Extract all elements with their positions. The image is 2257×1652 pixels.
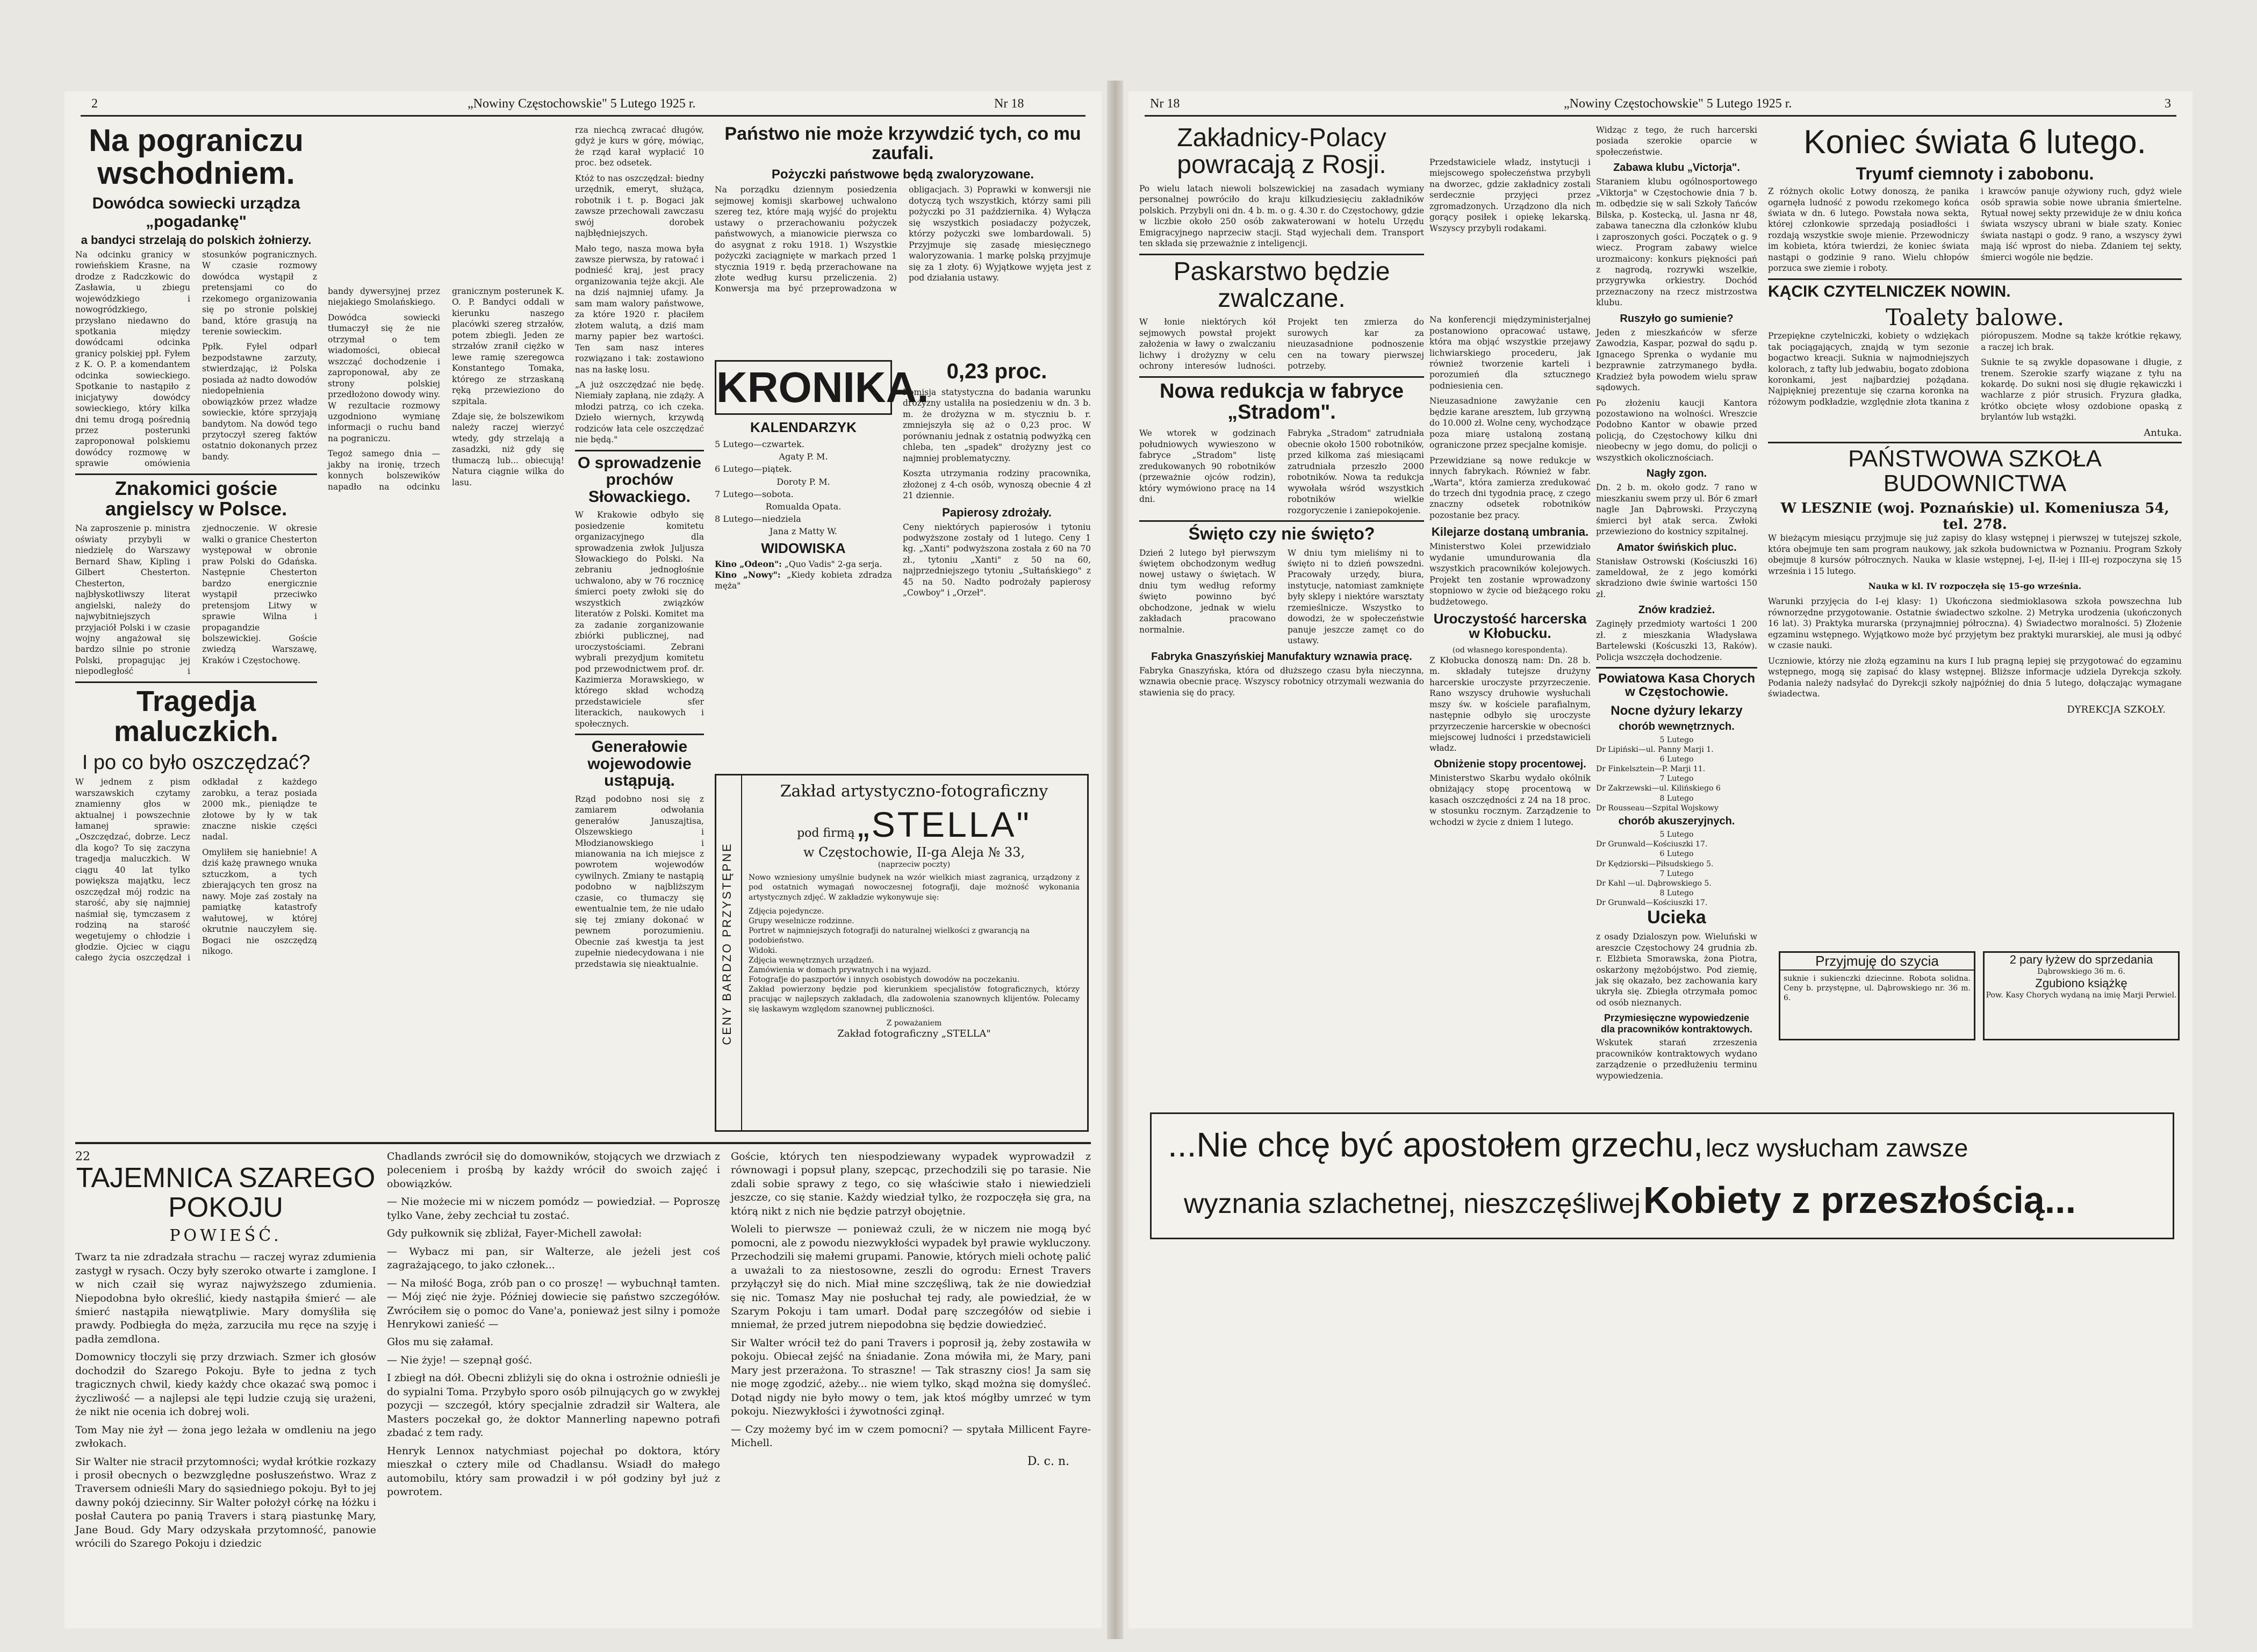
- headline-kasa-chorych: Powiatowa Kasa Chorych w Częstochowie.: [1598, 671, 1756, 700]
- calendar-item: 8 Lutego—niedziela: [715, 514, 801, 525]
- banner-line2a: wyznania szlachetnej, nieszczęśliwej: [1184, 1188, 1641, 1219]
- ad-stella-side-text: CENY BARDZO PRZYSTĘPNE: [720, 842, 734, 1045]
- paragraph: Ministerstwo Kolei przewidziało wydanie umundurowania dla wszystkich pracowników kolejowych. Projekt ten zostanie wprowadzony stopniowo w życie od bieżącego roku budżetowego.: [1429, 542, 1591, 607]
- paragraph: W dniu tym mieliśmy ni to święto ni to dzień powszedni. Pracowały urzędy, biura, instytucje, natomiast zamknięte były sklepy i niektóre warsztaty rzemieślnicze. Wszystko to dowodzi, że w społeczeństwie panuje jeszcze zamęt co do ustawy.: [1288, 548, 1424, 646]
- paragraph: Stanisław Ostrowski (Kościuszki 16) zameldował, że z jego komórki skradziono dwie świnie wartości 150 zł.: [1596, 556, 1757, 599]
- ad-stella-text2: Zakład powierzony będzie pod kierunkiem specjalistów fotograficznych, którzy pracując w najlepszych zakładach, dla zadowolenia szanownych klijentów. Polecamy się łaskawym względom szanownej publiczności.: [749, 985, 1080, 1014]
- paragraph: Komisja statystyczna do badania warunku drożyzny ustaliła na posiedzeniu w dn. 3 b. m. że drożyzna w m. styczniu b. r. zmniejszyła się aż o 0,23 proc. W porównaniu jednak z ostatnią podwyżką cen chleba, ten „spadek" drożyzny jest co najmniej problematyczny.: [903, 387, 1091, 463]
- paragraph: Wskutek starań zrzeszenia pracowników kontraktowych wydano zarządzenie o przedłużeniu terminu wypowiedzenia.: [1596, 1038, 1757, 1081]
- divider: [1596, 667, 1757, 669]
- service-item: Zdjęcia wewnętrznych urządzeń.: [749, 956, 874, 965]
- headline-wypowiedzenie: Przymiesięczne wypowiedzenie dla pracowników kontraktowych.: [1600, 1012, 1753, 1035]
- headline-szkola: PAŃSTWOWA SZKOŁA BUDOWNICTWA: [1848, 445, 2102, 497]
- headline-koniec-swiata: Koniec świata 6 lutego.: [1803, 124, 2146, 161]
- paragraph: — Nie żyje! — szepnął gość.: [387, 1354, 533, 1366]
- ad-stella: [715, 774, 1089, 1132]
- kronika-title: KRONIKA.: [715, 360, 892, 415]
- divider: [75, 681, 317, 683]
- paragraph: Dowódca sowiecki tłumaczył się że nie otrzymał o tem wiadomości, obiecał wszcząć dochodzenie i zaproponował, aby ze strony polskiej przedłożono dowody winy. W rezultacie rozmowy uzgodniono wymianę informacji o ruchu band na pograniczu.: [328, 312, 440, 443]
- headline-kolejarze: Kilejarze dostaną umbrania.: [1431, 525, 1589, 539]
- paragraph: Tom May nie żył — żona jego leżała w omdleniu na jego zwłokach.: [75, 1424, 376, 1450]
- ad-szycie-title: Przyjmuję do szycia: [1780, 953, 1974, 971]
- duty-item: Dr Grunwald—Kościuszki 17.: [1596, 840, 1708, 849]
- paragraph: W jednem z pism warszawskich czytamy znamienny głos w aktualnej i powszechnie łamanej sprawie: „Oszczędzać, dobrze. Lecz dla kogo? To się zaczyna tragedja maluczkich. W ciągu 40 lat tylko powiększa majątku, lecz oszczędzał mój rodzic na starość, aby się najmniej naśmiał się, tymczasem z rodziną na starość wegetujemy o chłodzie i głodzie. Ojciec w ciągu całego życia oszczędzał i odkładał z każdego zarobku, a teraz posiada 2000 mk., pieniądze te złotowe by ły w tak znaczne niskie części nadal.: [75, 777, 317, 963]
- paragraph: Po wielu latach niewoli bolszewickiej na zasadach wymiany personalnej powróciło do kraju kilkudziesięciu zakładników polskich. Przybyli oni dn. 4 b. m. o g. 4.30 r. do Częstochowy, gdzie w liczbie około 250 osób zakwaterowani w hotelu Urzędu Emigracyjnego naprzeciw stacji. Stąd wyjechali dem. Transport ten składa się przeważnie z inteligencji.: [1139, 183, 1424, 249]
- paragraph: Na zaproszenie p. ministra oświaty przybyli w niedzielę do Warszawy Bernard Shaw, Kipling i Gilbert Chesterton. Chesterton, najbłyskotliwszy literat angielski, należy do najwybitniejszych przyjaciół Polski i w czasie wojny angażował się bardzo silnie po stronie Polski, propagując jej niepodległość i zjednoczenie. W okresie walki o granice Chesterton występował w obronie praw Polski do Gdańska. Następnie Chesterton bardzo energicznie wystąpił przeciwko pretensjom Litwy w sprawie Wilna i propagandzie bolszewickiej. Goście zwiedzą Warszawę, Kraków i Częstochowę.: [75, 523, 317, 677]
- banner-ad: [1150, 1112, 2174, 1239]
- paragraph: Dzień 2 lutego był pierwszym świętem obchodzonym według nowej ustawy o świętach. W dniu tym według reformy święto powinno być obchodzone, jednak w wielu zakładach pracowano normalnie.: [1139, 548, 1276, 635]
- paragraph: Na konferencji międzyministerjalnej postanowiono opracować ustawę, która ma objąć wszystkie przejawy lichwiarskiego procederu, jak również tworzenie karteli i porozumień dla sztucznego podniesienia cen.: [1429, 315, 1591, 391]
- paragraph: Fabryka „Stradom" zatrudniała obecnie około 1500 robotników, przed kilkoma zaś miesiącami zatrudniała przeszło 2000 robotników. Nowa ta redukcja wywołała wśród wszystkich robotników wielkie rozgoryczenie i zaniepokojenie.: [1288, 428, 1424, 515]
- headline-pluca: Amator świńskich pluc.: [1616, 541, 1737, 554]
- paragraph: — Wybacz mi pan, sir Walterze, ale jeżeli jest coś zagrażającego, to jako członek...: [387, 1245, 720, 1272]
- service-item: Widoki.: [749, 946, 778, 955]
- headline-papierosy: Papierosy zdrożały.: [942, 505, 1052, 519]
- paragraph: Przedstawiciele władz, instytucji i miejscowego społeczeństwa przybyli na dworzec, gdzie zakładnicy zostali serdecznie przyjęci przez zgromadzonych. Urządzono dla nich gorący posiłek i opiekę lekarską. Wszyscy przybyli rodakami.: [1429, 157, 1591, 233]
- paragraph: Koszta utrzymania rodziny pracownika, złożonej z 4-ch osób, wynoszą obecnie 4 zł 21 dziennie.: [903, 469, 1091, 501]
- paragraph: Sir Walter wrócił też do pani Travers i poprosił ją, żeby zostawiła w pokoju. Obiecał zejść na śniadanie. Zona mówiła mi, że Mary, pani Mary jest przerażona. To straszne! — Tak straszny cios! Ja sam się nie mogę zgodzić, ażeby... nie wiem tylko, skąd można się domyśleć. Dotąd nigdy nie było mowy o tem, jak ktoś mógłby umrzeć w tym pokoju. Niezwykłości i żywotności zginął.: [731, 1337, 1091, 1418]
- paragraph: i krawców panuje ożywiony ruch, gdyż wiele osób sprawia sobie nowe ubrania śmiertelne. Rytuał nowej sekty przewiduje że w dniu końca świata wszyscy ubrani w białe szaty. Koniec świata nastąpi o godz. 9 rano, a wszyscy żywi mają iść wprost do nieba. Zdaniem tej sekty, śmierci wogóle nie będzie.: [1981, 186, 2182, 262]
- paragraph: Z różnych okolic Łotwy donoszą, że panika ogarnęła ludność z powodu rzekomego końca świata w dn. 6 lutego. Powstała nowa sekta, której członkowie sprzedają posiadłości i rozdają wszystkie swoje mienie. Przewodniczy im kobieta, która twierdzi, że koniec świata nastąpi o godzinie 9 rano. Wielu chłopów porzuca swe ziemie i roboty.: [1768, 186, 1969, 274]
- headline-gnaszyn: Fabryka Gnaszyńskiej Manufaktury wznawia pracę.: [1151, 650, 1412, 663]
- paragraph: Woleli to pierwsze — ponieważ czuli, że w niczem nie mogą być pomocni, ale z powodu niezwykłości wypadek był prawie wykluczony. Przechodzili się małemi grupami. Panowie, których mieli ochotę palić a uważali to za niestosowne, zeszli do ogrodu: Ernest Travers przyłączył się do nich. Miał mine szczęśliwą, tak że nie dowiedział się nic. Tomasz May nie posłuchał tej rady, ale powiedział, że w Szarym Pokoju i tam umarł. Dodał parę szczegółów od siebie i mniemał, że przed jutrem niepodobna się będzie dowiedzieć.: [731, 1223, 1091, 1331]
- headline-kradziez: Znów kradzież.: [1638, 604, 1715, 616]
- headline-sumienie: Ruszyło go sumienie?: [1620, 312, 1734, 325]
- divider: [575, 734, 704, 735]
- headline-swieto: Święto czy nie święto?: [1188, 523, 1375, 543]
- serial-col-2: [387, 1150, 720, 1612]
- paragraph: Domownicy tłoczyli się przy drzwiach. Szmer ich głosów dochodził do Szarego Pokoju. Byłe to jedna z tych tragicznych chwil, kiedy każdy chce okazać swą pomoc i życzliwość — a najlepsi ale tępi ludzie czują się urażeni, że nikt nie ocenia ich dobrej woli.: [75, 1351, 376, 1418]
- duty-item: 5 Lutego: [1659, 830, 1694, 839]
- paragraph: — Czy możemy być im w czem pomocni? — spytała Millicent Fayre-Michell.: [731, 1423, 1091, 1449]
- subhead-toalety: Toalety balowe.: [1885, 304, 2065, 331]
- paragraph: Dn. 2 b. m. około godz. 7 rano w mieszkaniu swem przy ul. Bór 6 zmarł nagle Jan Dąbrowski. Przyczyną śmierci był atak serca. Zwłoki przewieziono do kostnicy szpitalnej.: [1596, 483, 1757, 537]
- note: (od własnego korespondenta).: [1452, 645, 1568, 655]
- paragraph: „A już oszczędzać nie będę. Niemiały zapłaną, nie zdąży. A młodzi patrzą, co ich czeka. Dzieło wiernych, krzywdą rodziców łata cele oszczędzać nie będą.": [575, 379, 704, 445]
- subhead-pogranicze: Dowódca sowiecki urządza „pogadankę": [92, 194, 300, 231]
- paragraph: Przepiękne czytelniczki, kobiety o wdziękach tak pociągających, znajdą w tym sezonie bogactwo kreacji. Suknia w najmodniejszych kolorach, z tafty lub jedwabiu, bogato zdobiona koronkami, jest najbardziej pożądana. Najpiękniej prezentuje się czarna koronka na różowym podkładzie, względnie złota tkanina z pióropuszem. Modne są także krótkie rękawy, a raczej ich brak.: [1768, 331, 2182, 407]
- page-fold: [1107, 81, 1123, 1639]
- calendar-item: 7 Lutego—sobota.: [715, 489, 794, 499]
- service-item: Zamówienia w domach prywatnych i na wyjazd.: [749, 965, 931, 974]
- headline-generalowie: Generałowie wojewodowie ustąpują.: [587, 738, 692, 790]
- headline-pogranicze: Na pograniczu wschodniem.: [89, 123, 304, 191]
- service-item: Fotografje do paszportów i innych osobistych dowodów na poczekaniu.: [749, 975, 1020, 985]
- paragraph: Twarz ta nie zdradzała strachu — raczej wyraz zdumienia zastygł w rysach. Oczy były szeroko otwarte i zamglone. I w nich czaił się wyraz najwyższego zdumienia. Niepodobna było określić, kiedy nastąpiła śmierć — ale śmierć nastąpiła niewątpliwie. Mary domyśliła się prawdy. Podbiegła do męża, zarzuciła mu ręce na szyję i padła zemdlona.: [75, 1251, 376, 1345]
- ad-stella-addr-note: (naprzeciw poczty): [878, 860, 951, 869]
- duty-title: Nocne dyżury lekarzy: [1611, 703, 1743, 718]
- signature: Antuka.: [2144, 427, 2182, 439]
- divider: [1768, 278, 2182, 280]
- divider: [1139, 376, 1424, 378]
- serial-continuation: D. c. n.: [1027, 1454, 1069, 1468]
- paragraph: — Na miłość Boga, zrób pan o co proszę! — wybuchnął tamten. — Mój zięć nie żyje. Później dowiecie się państwo szczegółów. Zwróciłem się o pomoc do Vane'a, ponieważ jest silny i pomoże Henrykowi zanieść —: [387, 1277, 720, 1330]
- column-1: [75, 125, 317, 1140]
- ad-szycie-text: suknie i sukienczki dziecinne. Robota solidna. Ceny b. przystępne, ul. Dąbrowskiego nr. 36 m. 6.: [1784, 974, 1971, 1003]
- calendar-item: 5 Lutego—czwartek.: [715, 439, 804, 449]
- headline-victoria: Zabawa klubu „Victorja".: [1613, 162, 1740, 174]
- kino-nowy-label: Kino „Nowy":: [715, 569, 781, 580]
- paragraph: Warunki przyjęcia do I-ej klasy: 1) Ukończona siedmioklasowa szkoła powszechna lub równorzędne przygotowanie. Ostatnie świadectwo szkolne. 2) Metryka urodzenia (ukończonych 16 lat). 3) Praktyka murarska (przynajmniej półroczna). 4) Świadectwo moralności. 5) Złożenie egzaminu wstępnego. Wyjątkowo może być przyjętym bez praktyki murarskiej, ale musi ją odbyć w czasie nauki.: [1768, 597, 2182, 651]
- ad-szycie: [1779, 951, 1975, 1040]
- service-item: Portret w najmniejszych fotografji do naturalnej wielkości z gwarancją na podobieństwo.: [749, 926, 1030, 945]
- right-page: [1128, 91, 2193, 1628]
- duty-list-1: [1596, 735, 1757, 814]
- masthead: „Nowiny Częstochowskie" 5 Lutego 1925 r.: [1564, 97, 1792, 111]
- service-item: Zdjęcia pojedyncze.: [749, 907, 824, 916]
- headline-stradom: Nowa redukcja w fabryce „Stradom".: [1159, 379, 1404, 424]
- serial-col-1: [75, 1150, 376, 1612]
- headline-023: 0,23 proc.: [946, 360, 1047, 383]
- banner-line2b: Kobiety z przeszłością...: [1643, 1179, 2076, 1221]
- duty-item: 8 Lutego: [1659, 889, 1694, 898]
- duty-item: 6 Lutego: [1659, 755, 1694, 764]
- paragraph: bandy dywersyjnej przez niejakiego Smolańskiego.: [328, 286, 440, 307]
- paragraph: Mało tego, nasza mowa była zawsze pierwsza, by ratować i podnieść kraj, jest pracy organizowania tejże akcji. Ale na dziś najmniej ufamy. Ja sam mam walory państwowe, za które 1920 r. płaciłem złotem walutą, a dziś mam marny papier bez wartości. Ten sam nasz interes rozwiązano i tak: zostawiono nas na łaskę losu.: [575, 243, 704, 375]
- paragraph: Jeden z mieszkańców w sferze Zawodzia, Kaspar, pozwał do sądu p. Ignacego Sprenka o wydanie mu bezprawnie zatrzymanego bydła. Kradzież była powodem wielu spraw sądowych.: [1596, 327, 1757, 393]
- duty-item: 7 Lutego: [1659, 869, 1694, 878]
- paragraph: Omyliłem się haniebnie! A dziś każę prawnego wnuka sztuczkom, a tych zbierających ten grosz na nawy. Moje zaś zostały na pamiątkę katastrofy wałutowej, w której okrutnie nauczyłem się. Bogaci nie oszczędzą nikogo.: [202, 847, 317, 956]
- paragraph: Staraniem klubu ogólnosportowego „Viktorja" w Częstochowie dnia 7 b. m. odbędzie się w sali Szkoły Tańców Bilska, p. Kostecką, ul. Jasna nr 48, zabawa taneczna dla członków klubu i zaproszonych gości. Początek o g. 9 wiecz. Program zabawy wielce urozmaicony: konkurs piękności pań z nagrodą, rozrywki wszelkie, przygrywka orkiestry. Dochód przeznaczony na rzecz mistrzostwa klubu.: [1596, 177, 1757, 308]
- issue-number: Nr 18: [994, 97, 1024, 111]
- subhead-koniec-swiata: Tryumf ciemnoty i zabobonu.: [1856, 164, 2094, 184]
- paragraph: Gdy pułkownik się zbliżał, Fayer-Michell zawołał:: [387, 1227, 642, 1240]
- serial-title: TAJEMNICA SZAREGO POKOJU: [76, 1162, 376, 1223]
- headline-goscie: Znakomici goście angielscy w Polsce.: [105, 477, 287, 520]
- calendar-item: Doroty P. M.: [777, 476, 830, 487]
- paragraph: Na porządku dziennym posiedzenia sejmowej komisji skarbowej uchwalono szereg tez, które mają wyjść do projektu ustawy o przerachowaniu pożyczek państwowych, a mianowicie pierwsza co do asygnat z roku 1918. 1) Wszystkie pożyczki zaciągnięte w markach przed 1 stycznia 1919 r. będą przerachowane na złote według kursu przeliczenia. 2) Konwersja ma być przeprowadzona w obligacjach. 3) Poprawki w konwersji nie dotyczą tych wszystkich, którzy sami pili pożyczki po 31 października. 4) Wyłącza się wszystkich posiadaczy pożyczek, którzy pożyczki swe lombardowali. 5) Przyjmuje się zasadę miesięcznego waloryzowania. 1 markę polską przyjmuje się za 1 złoty. 6) Wyjątkowe wyjęta jest z pod działania ustawy.: [715, 185, 1091, 294]
- duty-list-2: [1596, 830, 1757, 908]
- paragraph: We wtorek w godzinach południowych wywieszono w fabryce „Stradom" listę zredukowanych 90 robotników (przeważnie ojców rodzin), który wymówiono pracę na 14 dni.: [1139, 428, 1276, 505]
- paragraph: Przewidziane są nowe redukcje w innych fabrykach. Również w fabr. „Warta", która zamierza zredukować do trzech dni tygodnia pracę, z czego znaczny odsetek robotników pozostanie bez pracy.: [1429, 455, 1591, 520]
- calendar-list: [715, 438, 892, 538]
- headline-ucieka: Ucieka: [1647, 907, 1706, 928]
- kronika-column: [715, 360, 929, 747]
- paragraph: Suknie te są zwykle dopasowane i długie, z trenem. Szerokie szarfy wiązane z tyłu na kokardę. Do sukni nosi się długie rękawiczki i wachlarze z piór strusich. Fryzura gładka, krótko obcięte włosy ozdobione opaską z brylantów lub wstążki.: [1981, 357, 2182, 422]
- serial-genre: POWIEŚĆ.: [169, 1226, 282, 1246]
- headline-zakladnicy: Zakładnicy-Polacy powracają z Rosji.: [1177, 124, 1386, 179]
- paragraph: Na odcinku granicy w rowieńskiem Krasne, na drodze z Radczkowic do Zasławia, u zbiegu wojewódzkiego i nowogródzkiego, przysłano niedawno do spotkania między dowódcami odcinka granicy polskiej ppł. Fyłem z K. O. P. a komendantem odcinka sowieckiego. Spotkanie to nastąpiło z inicjatywy dowódcy sowieckiego, który kilka dni temu drogą pośrednią przez posterunki zaproponował polskiemu dowódcy rozmowę w sprawie omówienia stosunków pogranicznych. W czasie rozmowy dowódca wystąpił z pretensjami co do rzekomego organizowania się po stronie polskiej band, które grasują na terenie sowieckim.: [75, 249, 317, 469]
- divider: [575, 450, 704, 451]
- paragraph: Nauka w kl. IV rozpoczęła się 15-go września.: [1868, 581, 2082, 592]
- ad-stella-text1: Nowo wzniesiony umyślnie budynek na wzór wielkich miast zagranicą, urządzony z pod ostatnich wymagań nowoczesnej fotografji, daje możność wykonania artystycznych zdjęć. W zakładzie wykonywuje się:: [749, 873, 1080, 902]
- headline-slowacki: O sprowadzenie prochów Słowackiego.: [577, 454, 702, 506]
- paragraph: W łonie niektórych kół sejmowych powstał projekt założenia w ławy o zwalczaniu lichwy i drożyzny w celu ochrony interesów ludności. Projekt ten zmierza do surowych kar za nieuzasadnione podnoszenie cen na towary pierwszej potrzeby.: [1139, 317, 1424, 371]
- paragraph: z osady Dzialoszyn pow. Wieluński w areszcie Częstochowy 24 grudnia zb. r. Elżbieta Smorawska, żona Piotra, oskarżony mężobójstwo. Pod ziemię, jak się okazało, bez zachowania kary ukryła się. Zbiegła otrzymała pomoc od osób nieznanych.: [1596, 932, 1757, 1008]
- subhead-tragedja: I po co było oszczędzać?: [82, 751, 311, 774]
- kino-odeon-film: „Quo Vadis" 2-ga serja.: [784, 559, 882, 569]
- paragraph: Rząd podobno nosi się z zamiarem odwołania generałów Januszajtisa, Olszewskiego i Młodzianowskiego i mianowania na ich miejsce z powrotem wojewodów cywilnych. Zmiany te nastąpią podobno w najbliższym czasie, co tłumaczy się ewentualnie tem, że nie udało się tej zmiany dokonać w pewnem porozumieniu. Obecnie zaś kwestja ta jest zupełnie niedecydowana i nie przedstawia się nieaktualnie.: [575, 794, 704, 969]
- paragraph: Z Kłobucka donoszą nam: Dn. 28 b. m. składały tutejsze drużyny harcerskie uroczyste przyrzeczenie. Rano wszyscy druhowie wysłuchali mszy św. w kościele parafialnym, następnie odbyło się uroczyste przyrzeczenie harcerskie w obecności miejscowej ludności i przedstawicieli władz.: [1429, 655, 1591, 753]
- headline-stopa: Obniżenie stopy procentowej.: [1434, 758, 1586, 770]
- divider: [75, 473, 317, 475]
- serial-col-3: [731, 1150, 1091, 1612]
- ad-stella-sign: Z poważaniem: [886, 1018, 942, 1028]
- ad-ksiazka-title: Zgubiono książkę: [2035, 976, 2127, 990]
- paragraph: Zdaje się, że bolszewikom należy raczej wierzyć wtedy, gdy strzelają a zasadzki, niż gdy się tłumaczą lub... obiecują! Natura ciągnie wilka do lasu.: [452, 411, 564, 487]
- calendar-item: Romualda Opata.: [765, 501, 842, 512]
- paragraph: Widząc z tego, że ruch harcerski posiada szerokie oparcie w społeczeństwie.: [1596, 125, 1757, 157]
- paragraph: Ceny niektórych papierosów i tytoniu podwyższone zostały od 1 lutego. Ceny 1 kg. „Xanti" podwyższona została z 60 na 70 zł., tytoniu „Xanti" z 50 na 60, najprzedniejszego tytoniu „Sułtańskiego" z 45 na 50. Nadto podrożały papierosy „Cowboy" i „Orzeł".: [903, 522, 1091, 598]
- column-c: [1596, 125, 1757, 1103]
- duty-item: 7 Lutego: [1659, 774, 1694, 784]
- divider: [1768, 442, 2182, 443]
- ad-lyzwy-text: Dąbrowskiego 36 m. 6.: [2037, 967, 2125, 976]
- paragraph: rza niechcą zwracać długów, gdyż je kurs w górę, mówiąc, że rząd karał wypłacić 10 proc. bez odsetek.: [575, 125, 704, 168]
- szkola-address: W LESZNIE (woj. Poznańskie) ul. Komeniusza 54, tel. 278.: [1780, 500, 2169, 533]
- headline-harcerska: Uroczystość harcerska w Kłobucku.: [1433, 610, 1587, 642]
- kalendarzyk-title: KALENDARZYK: [750, 419, 857, 435]
- article-border-pogranicze: [75, 125, 317, 469]
- paragraph: Goście, których ten niespodziewany wypadek wyprowadził z równowagi i popsuł plany, szepcąc, przechodzili się po tarasie. Nie zdali sobie sprawy z tego, co się właściwie stało i niewiedzieli jeszcze, co się stanie. Każdy wiedział tylko, że rozpoczęła się gra, na którą nikt z nich nie będzie patrzył obojętnie.: [731, 1151, 1091, 1217]
- calendar-item: Jana z Matty W.: [769, 526, 838, 537]
- paragraph: Nieuzasadnione zawyżanie cen będzie karane aresztem, lub grzywną do 10.000 zł. Wolne ceny, wychodzące poza miarę ustaloną zostaną ograniczone przez specjalne komisje.: [1429, 396, 1591, 450]
- service-item: Grupy weselnicze rodzinne.: [749, 916, 854, 925]
- paragraph: Ppłk. Fyłel odparł bezpodstawne zarzuty, stwierdzając, iż Polska posiada aż nadto dowodów niedopełnienia obowiązków przez władze sowieckie, które sprzyjają bandytom. Na dowód tego przytoczył szereg faktów ostatnio dokonanych przez bandy.: [202, 342, 317, 462]
- duty-obstetric: chorób akuszeryjnych.: [1618, 815, 1735, 827]
- kino-odeon-label: Kino „Odeon":: [715, 558, 782, 569]
- paragraph: Któż to nas oszczędzał: biedny urzędnik, emeryt, służąca, robotnik i t. p. Bogaci jak zawsze przechowali zawczasu swój dorobek najbłędniejszych.: [575, 173, 704, 239]
- paragraph: Zaginęły przedmioty wartości 1 200 zł. z mieszkania Władysława Bartelewski (Koścuszki 13, Raków). Policja wszczęła dochodzenie.: [1596, 619, 1757, 662]
- running-header-right: [1145, 97, 2176, 117]
- headline-zgon: Nagły zgon.: [1646, 468, 1707, 480]
- running-header-left: [81, 97, 1086, 117]
- ad-stella-address: w Częstochowie, II-ga Aleja № 33,: [803, 845, 1025, 860]
- page-number: 3: [2165, 97, 2171, 111]
- headline-paskarstwo: Paskarstwo będzie zwalczane.: [1173, 257, 1390, 313]
- ad-lyzwy: [1983, 951, 2180, 1040]
- duty-item: Dr Lipiński—ul. Panny Marji 1.: [1596, 745, 1714, 754]
- kicker-pogranicze: a bandyci strzelają do polskich żołnierzy.: [81, 233, 312, 247]
- duty-item: Dr Kahl —ul. Dąbrowskiego 5.: [1596, 879, 1712, 888]
- banner-line1a: ...Nie chcę być apostołem grzechu,: [1168, 1125, 1703, 1164]
- paragraph: I zbiegł na dół. Obecni zbliżyli się do okna i ostrożnie odnieśli je do sypialni Toma. Przybyło sporo osób pilnujących go w zwykłej pozycji — szczegół, który specjalnie zdradził sir Waltera, ale Masters poczekał go, że doktor Mannerling napewno potrafi zbadać z tem rady.: [387, 1372, 720, 1439]
- calendar-item: Agaty P. M.: [779, 451, 828, 462]
- paragraph: — Nie możecie mi w niczem pomódz — powiedział. — Poproszę tylko Vane, żeby zechciał tu zostać.: [387, 1196, 720, 1222]
- column-2: [328, 125, 564, 1140]
- duty-item: Dr Rousseau—Szpital Wojskowy: [1596, 803, 1719, 813]
- paragraph: Uczniowie, którzy nie złożą egzaminu na kurs I lub pragną lepiej się przygotować do egzaminu wstępnego, mogą się zapisać do klasy wstępnej. Bliższe informacje udziela Dyrekcja szkoły. Podania należy nadsyłać do Dyrekcji szkoły najpóźniej do dnia 5 lutego, dołączając wymagane świadectwa.: [1768, 656, 2182, 699]
- masthead: „Nowiny Częstochowskie" 5 Lutego 1925 r.: [468, 97, 696, 111]
- paragraph: Głos mu się załamał.: [387, 1336, 494, 1348]
- ad-lyzwy-title: 2 pary łyżew do sprzedania: [2009, 953, 2153, 966]
- ad-stella-name: „STELLA": [857, 805, 1031, 844]
- ad-ksiazka-text: Pow. Kasy Chorych wydaną na imię Marji Perwiel.: [1986, 991, 2177, 1000]
- ad-stella-sign2: Zakład fotograficzny „STELLA": [837, 1028, 991, 1039]
- page-number: 2: [91, 97, 98, 111]
- signature: DYREKCJA SZKOŁY.: [2067, 703, 2166, 715]
- duty-item: Dr Kędziorski—Piłsudskiego 5.: [1596, 859, 1714, 868]
- duty-item: Dr Grunwald—Kościuszki 17.: [1596, 899, 1708, 908]
- serial-number: 22: [75, 1150, 90, 1163]
- column-b: [1429, 125, 1591, 1103]
- kino-nowy-film: „Kiedy kobieta zdradza męża": [715, 570, 892, 591]
- headline-kacik: KĄCIK CZYTELNICZEK NOWIN.: [1768, 282, 2011, 300]
- paragraph: Chadlands zwrócił się do domowników, stojących we drzwiach z poleceniem i prośbą by każdy wrócił do swoich zajęć i obowiązków.: [387, 1151, 720, 1190]
- column-3: [575, 125, 704, 1140]
- issue-number: Nr 18: [1150, 97, 1180, 111]
- duty-internal: chorób wewnętrznych.: [1619, 720, 1735, 732]
- left-page: [64, 91, 1102, 1628]
- column-5: [903, 360, 1091, 779]
- duty-item: 8 Lutego: [1659, 794, 1694, 803]
- duty-item: Dr Zakrzewski—ul. Kilińskiego 6: [1596, 784, 1721, 793]
- paragraph: Henryk Lennox natychmiast pojechał po doktora, który mieszkał o cztery mile od Chadlansu. Wsiadł do małego automobilu, który sam prowadził i w pół godziny był już z powrotem.: [387, 1445, 720, 1498]
- headline-tragedja: Tragedja maluczkich.: [113, 685, 279, 748]
- ad-stella-line1: Zakład artystyczno-fotograficzny: [780, 782, 1048, 801]
- ad-stella-pod-firma: pod firmą: [797, 827, 855, 840]
- banner-line1b: lecz wysłucham zawsze: [1706, 1134, 1968, 1162]
- paragraph: Tegoż samego dnia — jakby na ironię, trzech konnych bolszewików napadło na odcinku granicznym posterunek K. O. P. Bandyci oddali w kierunku naszego placówki szereg strzałów, potem zbiegli. Jeden ze strzałów zranił ciężko w lewe ramię szeregowca Konstantego Tomaka, którego ze strzaskaną ręką przewieziono do szpitala.: [328, 286, 564, 492]
- paragraph: W Krakowie odbyło się posiedzenie komitetu organizacyjnego dla sprowadzenia zwłok Juljusza Słowackiego do Polski. Na zebraniu jednogłośnie uchwalono, aby w 76 rocznicę śmierci poety zwłoki się do wszystkich związków literatów z Polski. Komitet ma za zadanie zorganizowanie zbiórki publicznej, nad uroczystościami. Zebrani wybrali prezydjum komitetu pod przewodnictwem prof. dr. Kazimierza Morawskiego, w którego skład wchodzą przedstawiciele sfer literackich, naukowych i społecznych.: [575, 510, 704, 729]
- ad-stella-services: [749, 907, 1080, 985]
- subhead-panstwo: Pożyczki państwowe będą zwaloryzowane.: [771, 167, 1034, 182]
- duty-item: Dr Finkelsztein—P. Marji 11.: [1596, 765, 1706, 774]
- column-a: [1139, 125, 1424, 1103]
- divider: [1139, 254, 1424, 255]
- paragraph: Ministerstwo Skarbu wydało okólnik obniżający stopę procentową w kasach oszczędności z 24 na 18 proc. w stosunku rocznym. Zarządzenie to wchodzi w życie z dniem 1 lutego.: [1429, 773, 1591, 827]
- paragraph: W bieżącym miesiącu przyjmuje się już zapisy do klasy wstępnej i pierwszej w tutejszej szkole, która obejmuje ten sam program naukowy, jak szkoła budownictwa w Poznaniu. Program Szkoły obejmuje 8 kursów półrocznych. Nauka w klasie wstępnej, I-ej, II-iej i III-ej rozpoczyna się 15 września i 15 lutego.: [1768, 533, 2182, 576]
- paragraph: Sir Walter nie stracił przytomności; wydał krótkie rozkazy i prosił obecnych o bezwzględne posłuszeństwo. Wraz z Traversem odnieśli Mary do sąsiedniego pokoju. Był to jej dawny pokój dziecinny. Sir Walter położył córkę na łóżku i posłał Cautera po panią Travers i starą piastunkę Mary, Jane Boud. Gdy Mary odzyskała przytomność, panowie wrócili do Szarego Pokoju i dziedzic: [75, 1455, 376, 1550]
- divider: [1139, 520, 1424, 522]
- paragraph: Po złożeniu kaucji Kantora pozostawiono na wolności. Wreszcie Podobno Kantor w obawie przed policją, do Częstochowy kilku dni nieobecny w jego domu, do policji o wszystkich okolicznościach.: [1596, 398, 1757, 463]
- calendar-item: 6 Lutego—piątek.: [715, 464, 792, 475]
- duty-item: 6 Lutego: [1659, 850, 1694, 859]
- paragraph: Fabryka Gnaszyńska, która od dłuższego czasu była nieczynna, wznawia obecnie pracę. Wszyscy robotnicy otrzymali wezwania do stawienia się do pracy.: [1139, 665, 1424, 698]
- widowiska-title: WIDOWISKA: [761, 540, 846, 556]
- serial-rule: [75, 1142, 1091, 1144]
- duty-item: 5 Lutego: [1659, 735, 1694, 744]
- headline-panstwo: Państwo nie może krzywdzić tych, co mu zaufali.: [724, 124, 1081, 163]
